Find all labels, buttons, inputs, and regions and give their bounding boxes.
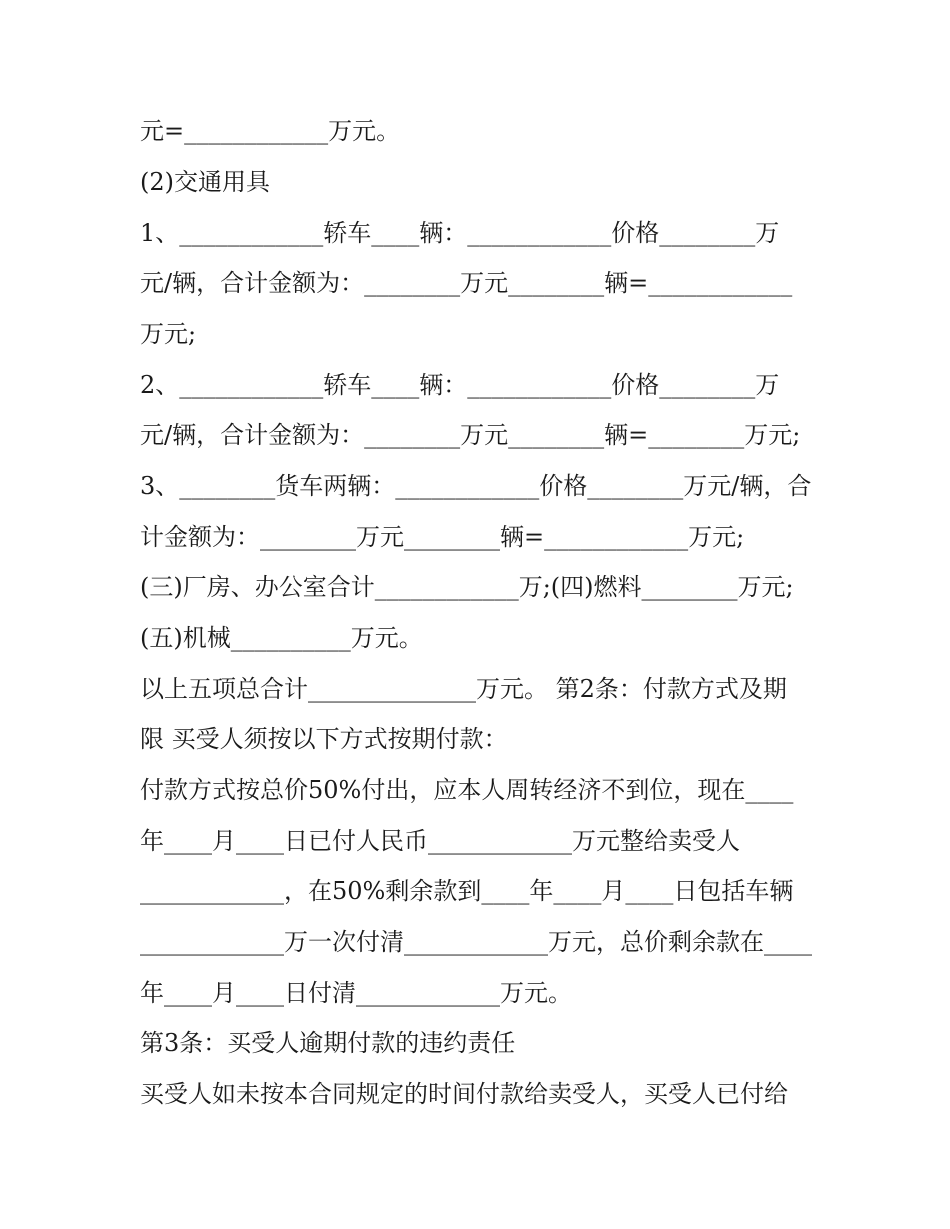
- text-line-8: 3、________货车两辆：____________价格________万元/辆，合: [140, 472, 812, 500]
- text-line-7: 元/辆，合计金额为：________万元________辆=________万元;: [140, 421, 801, 449]
- text-line-18: 年____月____日付清____________万元。: [140, 979, 572, 1007]
- text-line-13: 限 买受人须按以下方式按期付款：: [140, 725, 508, 753]
- text-line-15: 年____月____日已付人民币____________万元整给卖受人: [140, 827, 740, 855]
- text-line-3: 1、____________轿车____辆：____________价格________万: [140, 219, 780, 247]
- text-line-11: (五)机械__________万元。: [140, 624, 423, 652]
- text-line-1: 元=____________万元。: [140, 117, 401, 145]
- text-line-19: 第3条：买受人逾期付款的违约责任: [140, 1029, 516, 1057]
- text-line-10: (三)厂房、办公室合计____________万;(四)燃料________万元;: [140, 573, 794, 601]
- text-line-17: ____________万一次付清____________万元，总价剩余款在____: [140, 928, 812, 956]
- text-line-12: 以上五项总合计______________万元。 第2条：付款方式及期: [140, 675, 787, 703]
- text-line-9: 计金额为：________万元________辆=____________万元;: [140, 523, 745, 551]
- text-line-5: 万元;: [140, 320, 197, 348]
- text-line-14: 付款方式按总价50%付出，应本人周转经济不到位，现在____: [140, 776, 794, 804]
- text-line-4: 元/辆，合计金额为：________万元________辆=____________: [140, 269, 793, 297]
- text-line-20: 买受人如未按本合同规定的时间付款给卖受人，买受人已付给: [140, 1080, 788, 1108]
- text-line-2: (2)交通用具: [140, 168, 270, 196]
- text-line-16: ____________，在50%剩余款到____年____月____日包括车辆: [140, 877, 794, 905]
- text-line-6: 2、____________轿车____辆：____________价格________万: [140, 371, 780, 399]
